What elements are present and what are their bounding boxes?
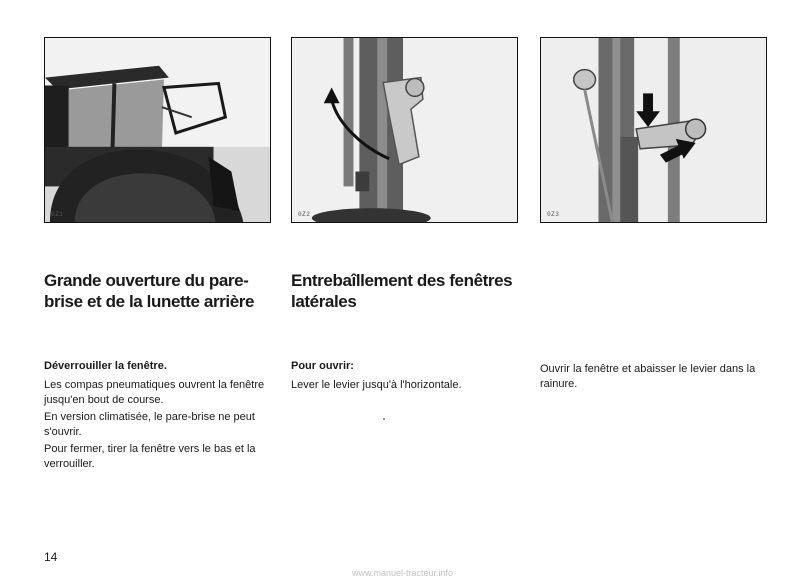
paragraph: Pour fermer, tirer la fenêtre vers le bas et la verrouiller. — [44, 443, 256, 470]
section-subheading-unlock: Déverrouiller la fenêtre. — [44, 360, 167, 372]
watermark: www.manuel-tracteur.info — [352, 568, 454, 578]
paragraph: En version climatisée, le pare-brise ne peut s'ouvrir. — [44, 411, 255, 438]
photo-side-window-lever — [291, 37, 518, 223]
section-subheading-open: Pour ouvrir: — [291, 360, 354, 372]
paragraph: Les compas pneumatiques ouvrent la fenêtre jusqu'en bout de course. — [44, 379, 265, 406]
tractor-cab-open-windshield-icon — [45, 38, 270, 222]
photo-tractor-cab — [44, 37, 271, 223]
paragraph: Lever le levier jusqu'à l'horizontale. — [291, 379, 462, 391]
page-number: 14 — [44, 550, 58, 564]
side-window-lever-arrow-up-icon — [292, 38, 517, 222]
photo-code-label: 0Z1 — [51, 211, 64, 218]
photo-code-label: 0Z3 — [547, 211, 560, 218]
section-heading-windshield: Grande ouverture du pare- brise et de la lunette arrière — [44, 271, 255, 311]
paragraph: Ouvrir la fenêtre et abaisser le levier dans la rainure. — [540, 363, 756, 390]
side-window-lever-groove-arrows-icon — [541, 38, 766, 222]
stray-dot — [383, 418, 385, 420]
photo-side-window-lever-groove — [540, 37, 767, 223]
photo-code-label: 0Z2 — [298, 211, 311, 218]
section-heading-side-windows: Entrebaîllement des fenêtres latérales — [291, 271, 513, 311]
